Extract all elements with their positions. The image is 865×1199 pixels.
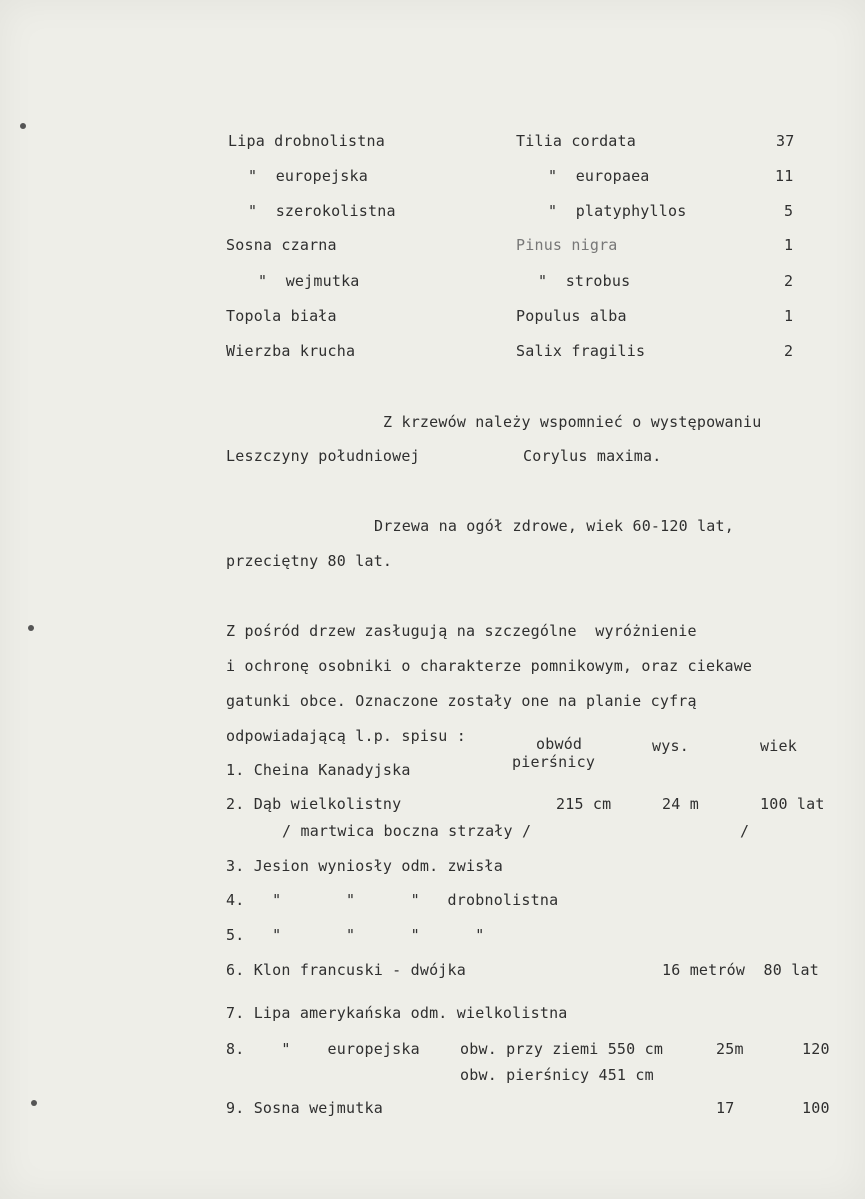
item-height: 25m [716, 1040, 744, 1058]
item-circumference-ground: obw. przy ziemi 550 cm [460, 1040, 664, 1058]
species-count: 1 [784, 236, 794, 254]
species-polish: " europejska [248, 167, 368, 185]
notable-line: Z pośród drzew zasługują na szczególne wyróżnienie [226, 622, 697, 640]
species-latin: " strobus [538, 272, 631, 290]
species-polish: Wierzba krucha [226, 342, 356, 360]
list-item-note-slash: / [740, 822, 750, 840]
item-height: 17 [716, 1099, 735, 1117]
list-item: 1. Cheina Kanadyjska [226, 761, 411, 779]
list-item: 8. " europejska [226, 1040, 420, 1058]
shrubs-intro: Z krzewów należy wspomnieć o występowaniu [383, 413, 762, 431]
item-age: 120 [802, 1040, 830, 1058]
notable-line: odpowiadającą l.p. spisu : [226, 727, 466, 745]
species-polish: Sosna czarna [226, 236, 337, 254]
species-count: 2 [784, 272, 794, 290]
species-polish: " szerokolistna [248, 202, 396, 220]
item-age: 100 [802, 1099, 830, 1117]
list-item: 4. " " " drobnolistna [226, 891, 559, 909]
species-count: 5 [784, 202, 794, 220]
item-height-age: 16 metrów 80 lat [662, 961, 819, 979]
shrubs-latin: Corylus maxima. [523, 447, 662, 465]
species-count: 2 [784, 342, 794, 360]
item-circumference: 215 cm [556, 795, 612, 813]
header-age: wiek [760, 737, 797, 755]
shrubs-polish: Leszczyny południowej [226, 447, 420, 465]
species-polish: Lipa drobnolistna [228, 132, 385, 150]
species-latin: Populus alba [516, 307, 627, 325]
list-item-note: / martwica boczna strzały / [282, 822, 532, 840]
list-item: 9. Sosna wejmutka [226, 1099, 383, 1117]
header-height: wys. [652, 737, 689, 755]
item-age: 100 lat [760, 795, 825, 813]
species-count: 11 [775, 167, 794, 185]
header-circumference-sub: pierśnicy [512, 753, 596, 771]
species-polish: Topola biała [226, 307, 337, 325]
notable-line: i ochronę osobniki o charakterze pomnikowym, oraz ciekawe [226, 657, 753, 675]
list-item: 3. Jesion wyniosły odm. zwisła [226, 857, 503, 875]
species-latin: " europaea [548, 167, 650, 185]
species-count: 1 [784, 307, 794, 325]
notable-line: gatunki obce. Oznaczone zostały one na planie cyfrą [226, 692, 697, 710]
list-item: 6. Klon francuski - dwójka [226, 961, 466, 979]
punch-hole-mark [20, 123, 26, 129]
species-count: 37 [776, 132, 795, 150]
item-circumference-breast: obw. pierśnicy 451 cm [460, 1066, 654, 1084]
list-item: 5. " " " " [226, 926, 485, 944]
punch-hole-mark [28, 625, 34, 631]
species-polish: " wejmutka [258, 272, 360, 290]
item-height: 24 m [662, 795, 699, 813]
punch-hole-mark [31, 1100, 37, 1106]
species-latin: Pinus nigra [516, 236, 618, 254]
health-line: przeciętny 80 lat. [226, 552, 393, 570]
header-circumference: obwód [536, 735, 583, 753]
health-line: Drzewa na ogół zdrowe, wiek 60-120 lat, [374, 517, 734, 535]
species-latin: Salix fragilis [516, 342, 646, 360]
list-item: 7. Lipa amerykańska odm. wielkolistna [226, 1004, 568, 1022]
species-latin: " platyphyllos [548, 202, 687, 220]
species-latin: Tilia cordata [516, 132, 636, 150]
list-item: 2. Dąb wielkolistny [226, 795, 402, 813]
